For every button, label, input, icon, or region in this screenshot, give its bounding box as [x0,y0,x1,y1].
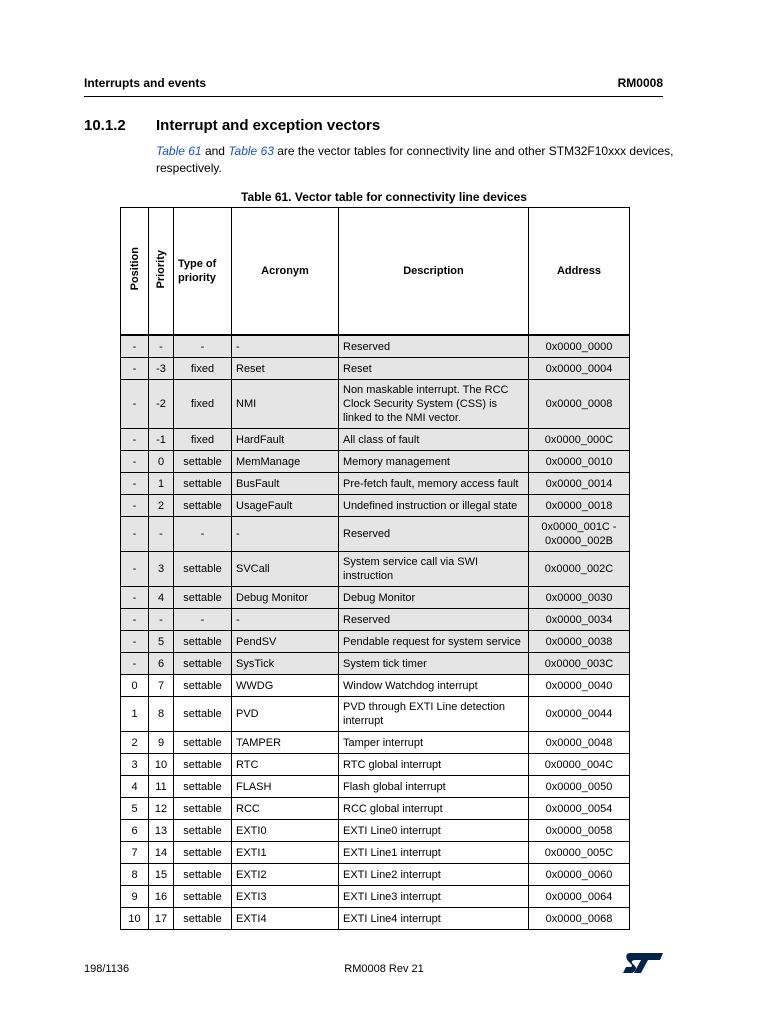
cell-type: settable [174,776,232,798]
cell-acronym: NMI [232,380,339,429]
cell-type: fixed [174,380,232,429]
table-body [121,335,630,930]
cell-description: EXTI Line2 interrupt [339,864,529,886]
cell-position: 4 [121,776,149,798]
header-rule [84,96,663,97]
cell-description: EXTI Line1 interrupt [339,842,529,864]
cell-priority: 7 [149,675,174,697]
cell-description: RCC global interrupt [339,798,529,820]
table-row [121,675,630,697]
cell-priority: 1 [149,473,174,495]
header-address: Address [529,208,630,336]
cell-description: PVD through EXTI Line detection interrupt [339,697,529,732]
cell-type: - [174,517,232,552]
cell-priority: 3 [149,552,174,587]
cell-acronym: EXTI2 [232,864,339,886]
cell-position: - [121,358,149,380]
table-row [121,335,630,358]
table-row [121,380,630,429]
cell-priority: 16 [149,886,174,908]
cell-position: 6 [121,820,149,842]
cell-type: - [174,335,232,358]
cell-acronym: Reset [232,358,339,380]
cell-address: 0x0000_005C [529,842,630,864]
table-row [121,473,630,495]
cell-description: Memory management [339,451,529,473]
cell-address: 0x0000_0010 [529,451,630,473]
vector-table [120,207,630,930]
table-61-link[interactable]: Table 61 [156,144,202,158]
cell-acronym: - [232,517,339,552]
cell-address: 0x0000_0034 [529,609,630,631]
table-row [121,754,630,776]
st-logo-icon [622,952,664,974]
table-row [121,517,630,552]
cell-acronym: UsageFault [232,495,339,517]
cell-position: - [121,335,149,358]
cell-priority: 14 [149,842,174,864]
cell-acronym: WWDG [232,675,339,697]
cell-type: settable [174,908,232,930]
table-row [121,908,630,930]
cell-description: Tamper interrupt [339,732,529,754]
cell-description: Reserved [339,609,529,631]
cell-type: settable [174,732,232,754]
cell-position: 1 [121,697,149,732]
cell-address: 0x0000_0058 [529,820,630,842]
cell-position: - [121,473,149,495]
cell-acronym: BusFault [232,473,339,495]
cell-type: settable [174,587,232,609]
table-63-link[interactable]: Table 63 [228,144,274,158]
cell-position: 9 [121,886,149,908]
cell-priority: 8 [149,697,174,732]
table-row [121,798,630,820]
cell-address: 0x0000_000C [529,429,630,451]
cell-position: 3 [121,754,149,776]
cell-acronym: MemManage [232,451,339,473]
section-number: 10.1.2 [84,117,126,134]
cell-position: 0 [121,675,149,697]
cell-position: - [121,517,149,552]
running-header-doc-id: RM0008 [617,76,663,90]
table-row [121,358,630,380]
cell-acronym: RCC [232,798,339,820]
table-row [121,697,630,732]
table-row [121,495,630,517]
cell-description: System service call via SWI instruction [339,552,529,587]
table-row [121,732,630,754]
table-row [121,820,630,842]
table-header-row [121,208,630,336]
table-row [121,552,630,587]
cell-priority: 10 [149,754,174,776]
cell-priority: 12 [149,798,174,820]
cell-address: 0x0000_004C [529,754,630,776]
page-number: 198/1136 [84,963,130,975]
cell-priority: 0 [149,451,174,473]
cell-type: - [174,609,232,631]
cell-description: EXTI Line0 interrupt [339,820,529,842]
cell-type: settable [174,675,232,697]
cell-acronym: EXTI0 [232,820,339,842]
cell-priority: -2 [149,380,174,429]
table-row [121,631,630,653]
cell-address: 0x0000_0004 [529,358,630,380]
cell-description: Undefined instruction or illegal state [339,495,529,517]
cell-address: 0x0000_003C [529,653,630,675]
cell-position: - [121,552,149,587]
document-revision: RM0008 Rev 21 [344,963,424,975]
cell-address: 0x0000_001C - 0x0000_002B [529,517,630,552]
cell-priority: -3 [149,358,174,380]
cell-acronym: Debug Monitor [232,587,339,609]
cell-description: Non maskable interrupt. The RCC Clock Security System (CSS) is linked to the NMI vector. [339,380,529,429]
cell-acronym: - [232,609,339,631]
cell-address: 0x0000_0044 [529,697,630,732]
table-row [121,587,630,609]
cell-address: 0x0000_0038 [529,631,630,653]
cell-position: 10 [121,908,149,930]
cell-type: settable [174,754,232,776]
cell-priority: 4 [149,587,174,609]
cell-position: - [121,380,149,429]
cell-description: Reset [339,358,529,380]
cell-position: - [121,653,149,675]
cell-address: 0x0000_0050 [529,776,630,798]
header-acronym: Acronym [232,208,339,336]
cell-type: settable [174,451,232,473]
intro-text-and: and [201,144,229,158]
cell-type: settable [174,820,232,842]
cell-priority: 9 [149,732,174,754]
cell-position: - [121,429,149,451]
cell-description: Reserved [339,335,529,358]
cell-priority: - [149,609,174,631]
cell-acronym: PVD [232,697,339,732]
table-row [121,653,630,675]
cell-description: Debug Monitor [339,587,529,609]
cell-type: settable [174,697,232,732]
cell-description: System tick timer [339,653,529,675]
cell-address: 0x0000_0064 [529,886,630,908]
cell-type: settable [174,886,232,908]
table-row [121,886,630,908]
intro-text-rest: are the vector tables for connectivity line and other STM32F10xxx devices, respectively. [156,144,674,175]
cell-address: 0x0000_0014 [529,473,630,495]
cell-acronym: HardFault [232,429,339,451]
cell-priority: - [149,335,174,358]
cell-address: 0x0000_002C [529,552,630,587]
cell-position: - [121,495,149,517]
cell-position: - [121,631,149,653]
cell-description: RTC global interrupt [339,754,529,776]
header-position: Position [121,208,149,336]
cell-address: 0x0000_0054 [529,798,630,820]
header-description: Description [339,208,529,336]
cell-description: Pendable request for system service [339,631,529,653]
cell-address: 0x0000_0060 [529,864,630,886]
cell-description: Pre-fetch fault, memory access fault [339,473,529,495]
cell-type: fixed [174,429,232,451]
cell-acronym: EXTI4 [232,908,339,930]
cell-priority: 15 [149,864,174,886]
header-priority: Priority [149,208,174,336]
table-row [121,776,630,798]
cell-description: EXTI Line3 interrupt [339,886,529,908]
cell-address: 0x0000_0030 [529,587,630,609]
cell-description: Window Watchdog interrupt [339,675,529,697]
cell-acronym: EXTI3 [232,886,339,908]
cell-acronym: SysTick [232,653,339,675]
header-type-of-priority: Type of priority [174,208,232,336]
cell-acronym: PendSV [232,631,339,653]
cell-position: - [121,609,149,631]
cell-type: settable [174,653,232,675]
intro-paragraph [156,143,676,177]
table-row [121,429,630,451]
cell-priority: 11 [149,776,174,798]
cell-acronym: - [232,335,339,358]
cell-type: settable [174,631,232,653]
cell-address: 0x0000_0000 [529,335,630,358]
cell-description: EXTI Line4 interrupt [339,908,529,930]
cell-address: 0x0000_0040 [529,675,630,697]
cell-description: Flash global interrupt [339,776,529,798]
running-header-title: Interrupts and events [84,76,207,90]
cell-address: 0x0000_0008 [529,380,630,429]
cell-type: settable [174,495,232,517]
cell-position: 7 [121,842,149,864]
cell-priority: - [149,517,174,552]
cell-priority: 17 [149,908,174,930]
cell-acronym: SVCall [232,552,339,587]
table-row [121,864,630,886]
cell-position: 8 [121,864,149,886]
cell-address: 0x0000_0068 [529,908,630,930]
cell-description: Reserved [339,517,529,552]
cell-priority: -1 [149,429,174,451]
cell-type: fixed [174,358,232,380]
cell-priority: 13 [149,820,174,842]
cell-address: 0x0000_0018 [529,495,630,517]
table-row [121,609,630,631]
cell-position: 2 [121,732,149,754]
cell-description: All class of fault [339,429,529,451]
cell-acronym: FLASH [232,776,339,798]
cell-acronym: TAMPER [232,732,339,754]
section-title: Interrupt and exception vectors [156,117,381,134]
cell-priority: 5 [149,631,174,653]
cell-acronym: EXTI1 [232,842,339,864]
table-caption: Table 61. Vector table for connectivity line devices [241,190,527,204]
cell-type: settable [174,552,232,587]
cell-type: settable [174,798,232,820]
cell-type: settable [174,864,232,886]
cell-position: - [121,451,149,473]
table-row [121,842,630,864]
cell-type: settable [174,842,232,864]
cell-position: 5 [121,798,149,820]
table-row [121,451,630,473]
cell-acronym: RTC [232,754,339,776]
cell-priority: 6 [149,653,174,675]
cell-address: 0x0000_0048 [529,732,630,754]
cell-priority: 2 [149,495,174,517]
cell-type: settable [174,473,232,495]
cell-position: - [121,587,149,609]
